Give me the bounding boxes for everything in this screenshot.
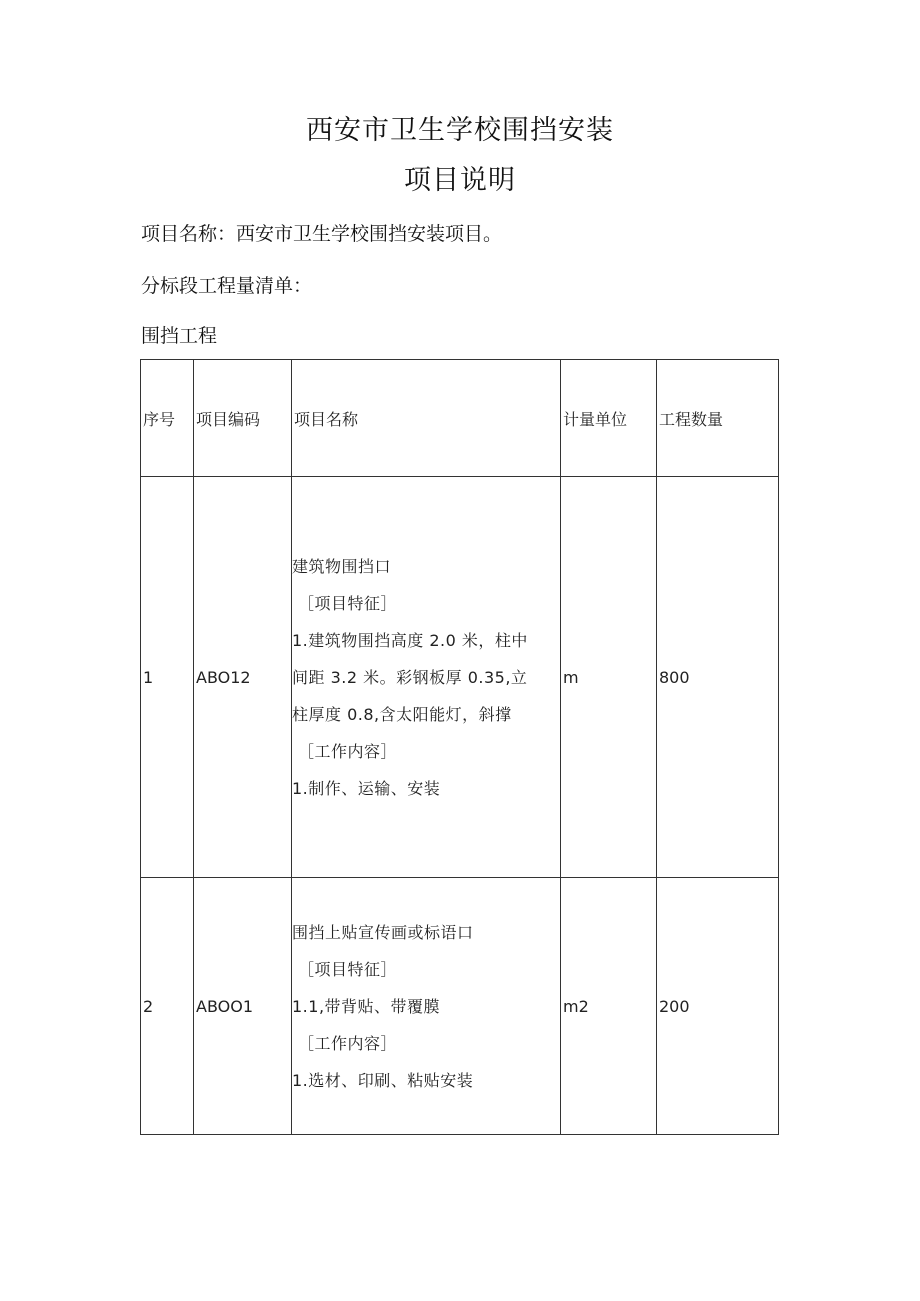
description-line: 围挡上贴宣传画或标语口 — [292, 922, 474, 942]
description-line: 1.选材、印刷、粘贴安装 — [292, 1070, 474, 1090]
row-unit: m — [561, 477, 657, 878]
row-code: ABOO1 — [194, 878, 292, 1135]
description-line: 1.1,带背贴、带覆膜 — [292, 996, 441, 1016]
header-name: 项目名称 — [292, 360, 561, 477]
bill-of-quantities-table — [140, 359, 779, 1135]
header-unit: 计量单位 — [561, 360, 657, 477]
row-description — [292, 477, 561, 878]
row-unit: m2 — [561, 878, 657, 1135]
quantity-list-heading: 分标段工程量清单： — [141, 275, 313, 297]
description-line: 1.建筑物围挡高度 2.0 米，柱中 — [292, 630, 528, 650]
description-line: 间距 3.2 米。彩钢板厚 0.35,立 — [292, 667, 528, 687]
row-description — [292, 878, 561, 1135]
project-name-paragraph: 项目名称：西安市卫生学校围挡安装项目。 — [141, 223, 503, 245]
description-line: ［工作内容］ — [298, 1033, 398, 1053]
description-line: ［项目特征］ — [298, 959, 398, 979]
section-heading: 围挡工程 — [141, 325, 218, 347]
description-line: ［工作内容］ — [298, 741, 398, 761]
description-line: ［项目特征］ — [298, 593, 398, 613]
header-quantity: 工程数量 — [657, 360, 779, 477]
description-line: 柱厚度 0.8,含太阳能灯，斜撑 — [292, 704, 512, 724]
header-code: 项目编码 — [194, 360, 292, 477]
table-row — [141, 477, 779, 878]
table-header-row — [141, 360, 779, 477]
description-line: 1.制作、运输、安装 — [292, 778, 441, 798]
row-index: 1 — [141, 477, 194, 878]
header-index: 序号 — [141, 360, 194, 477]
row-quantity: 200 — [657, 878, 779, 1135]
description-line: 建筑物围挡口 — [292, 556, 392, 576]
row-index: 2 — [141, 878, 194, 1135]
document-title: 西安市卫生学校围挡安装 — [306, 115, 614, 146]
document-subtitle: 项目说明 — [404, 165, 516, 196]
table-row — [141, 878, 779, 1135]
row-quantity: 800 — [657, 477, 779, 878]
row-code: ABO12 — [194, 477, 292, 878]
